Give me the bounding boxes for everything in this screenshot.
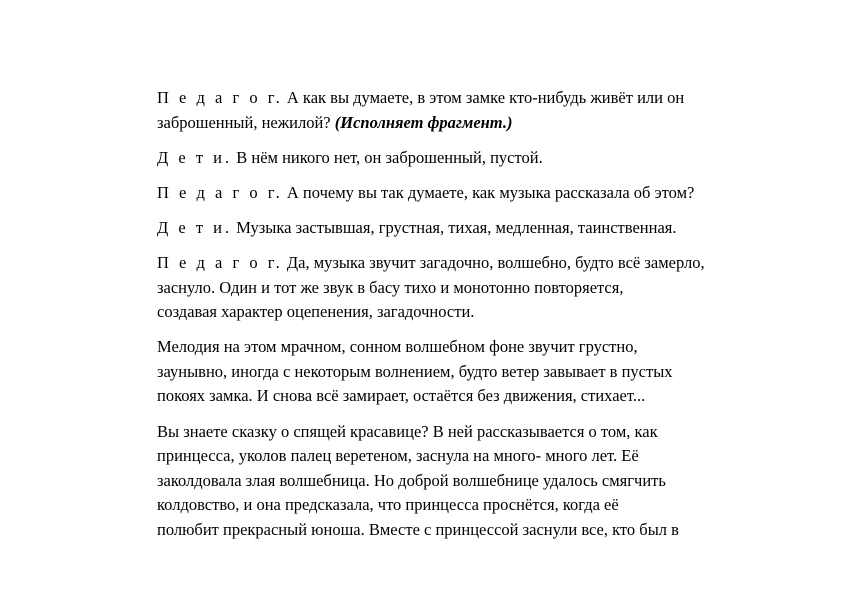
text-line: колдовство, и она предсказала, что принцесса проснётся, когда её [157,495,619,515]
text-line: заколдовала злая волшебница. Но доброй волшебнице удалось смягчить [157,470,666,490]
text-line: создавая характер оцепенения, загадочности. [157,302,475,322]
line-text: Музыка застывшая, грустная, тихая, медленная, таинственная. [232,217,677,237]
text-line: Мелодия на этом мрачном, сонном волшебном фоне звучит грустно, [157,337,638,357]
stage-direction: (Исполняет фрагмент.) [334,112,513,132]
paragraph-2 [157,146,717,171]
text-line [157,86,717,111]
line-text: А как вы думаете, в этом замке кто-нибудь живёт или он [282,88,685,107]
paragraph-1 [157,86,717,135]
line-text: В нём никого нет, он заброшенный, пустой. [232,147,543,167]
line-text: А почему вы так думаете, как музыка рассказала об этом? [282,182,695,202]
line-text: Да, музыка звучит загадочно, волшебно, будто всё замерло, [282,252,705,272]
text-line: покоях замка. И снова всё замирает, остаётся без движения, стихает... [157,386,646,406]
text-line: заснуло. Один и тот же звук в басу тихо и монотонно повторяется, [157,277,624,297]
text-line: Вы знаете сказку о спящей красавице? В ней рассказывается о том, как [157,421,658,441]
text-line [157,251,717,276]
speaker-label: П е д а г о г. [157,88,283,107]
speaker-label: П е д а г о г. [157,252,283,272]
text-line [157,216,717,241]
text-line: полюбит прекрасный юноша. Вместе с принцессой заснули все, кто был в [157,519,679,539]
line-text: заброшенный, нежилой? [157,112,335,132]
text-line: принцесса, уколов палец веретеном, заснула на много- много лет. Её [157,446,639,466]
speaker-label: Д е т и. [157,147,233,167]
paragraph-6 [157,335,717,409]
text-line: заунывно, иногда с некоторым волнением, будто ветер завывает в пустых [157,361,673,381]
paragraph-7 [157,420,717,543]
speaker-label: П е д а г о г. [157,182,283,202]
text-line [157,146,717,171]
paragraph-3 [157,181,717,206]
text-line [157,181,717,206]
document-text [157,86,717,553]
paragraph-4 [157,216,717,241]
paragraph-5 [157,251,717,325]
speaker-label: Д е т и. [157,217,233,237]
text-line [157,111,717,136]
